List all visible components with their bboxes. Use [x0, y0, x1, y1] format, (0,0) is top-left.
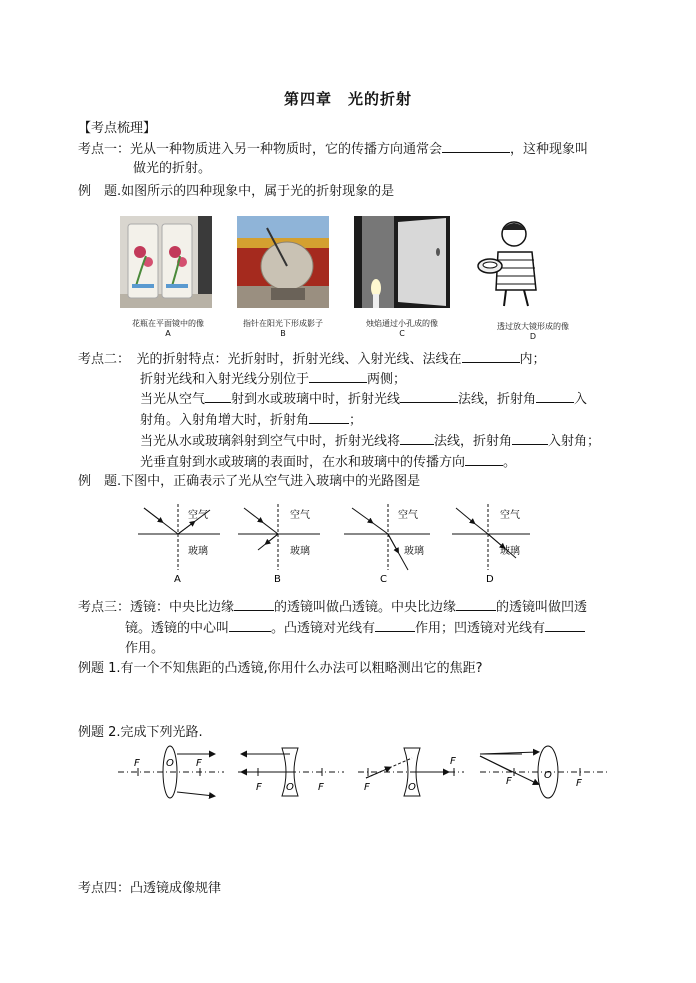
kd2-line3	[140, 390, 587, 409]
kd2-blank-8[interactable]	[512, 432, 548, 445]
kd2-line2	[140, 370, 406, 389]
kd2-text-2b: 两侧；	[367, 372, 407, 387]
kd3-blank-2[interactable]	[456, 598, 496, 611]
diagram-c-glass: 玻璃	[404, 546, 424, 557]
magnifier-picture	[476, 216, 548, 308]
lens-2-f-right: F	[318, 782, 324, 793]
image-d-caption: 透过放大镜形成的像	[497, 322, 569, 331]
image-c-letter: C	[399, 329, 405, 338]
image-d-letter: D	[529, 332, 537, 341]
kd2-text-3a: 当光从空气	[140, 392, 206, 407]
diagram-b-air: 空气	[290, 510, 310, 521]
lens-diagram-1[interactable]	[118, 746, 224, 798]
lens-4-f-left: F	[506, 776, 512, 787]
kd2-text-5c: 入射角；	[548, 434, 601, 449]
kd2-blank-5[interactable]	[536, 390, 574, 403]
kd4-text: 考点四：凸透镜成像规律	[78, 881, 222, 896]
kd1-blank[interactable]	[442, 140, 510, 153]
kd2-text-4a: 射角。入射角增大时，折射角	[140, 413, 310, 428]
image-b-letter: B	[280, 329, 286, 338]
diagram-b-glass: 玻璃	[290, 546, 310, 557]
kd2-blank-9[interactable]	[465, 453, 503, 466]
kd1-line2: 做光的折射。	[133, 161, 212, 176]
kd2-blank-4[interactable]	[400, 390, 458, 403]
kd2-text-1b: 内；	[519, 352, 546, 367]
kd3-text-1a: 考点三：透镜：中央比边缘	[78, 600, 235, 615]
lens-diagrams	[118, 744, 618, 806]
diagram-a[interactable]	[138, 504, 220, 585]
lens-3-o: O	[408, 782, 416, 793]
kd3-text-2c: 作用；凹透镜对光线有	[415, 621, 546, 636]
kd3-text-2b: 。凸透镜对光线有	[271, 621, 376, 636]
lens-3-f-left: F	[364, 782, 370, 793]
vase-picture	[120, 216, 212, 308]
vase-photo	[120, 216, 212, 308]
kd3-blank-5[interactable]	[545, 619, 585, 632]
kd3-text-1c: 的透镜叫做凹透	[496, 600, 588, 615]
page-title: 第四章 光的折射	[283, 90, 412, 108]
lens-1-f-right: F	[196, 758, 202, 769]
kd3-blank-4[interactable]	[375, 619, 415, 632]
diagram-b[interactable]	[238, 504, 320, 585]
diagram-d-glass: 玻璃	[500, 546, 520, 557]
kd1-text-a: 考点一：光从一种物质进入另一种物质时，它的传播方向通常会	[78, 142, 443, 157]
kd2-blank-2[interactable]	[309, 370, 367, 383]
light-path-diagrams	[130, 498, 530, 588]
diagram-b-letter: B	[274, 574, 281, 585]
diagram-d[interactable]	[452, 504, 530, 585]
kd2-line5	[140, 432, 600, 451]
sundial-photo	[237, 216, 329, 308]
kd3-blank-3[interactable]	[229, 619, 271, 632]
kd2-blank-3[interactable]	[205, 390, 231, 403]
lens-2-o: O	[286, 782, 294, 793]
diagram-a-glass: 玻璃	[188, 546, 208, 557]
image-b-caption: 指针在阳光下形成影子	[243, 319, 323, 328]
kd3-text-1b: 的透镜叫做凸透镜。中央比边缘	[274, 600, 457, 615]
diagram-a-letter: A	[174, 574, 181, 585]
lens-3-f-right: F	[450, 756, 456, 767]
pinhole-picture	[354, 216, 450, 308]
diagram-c-air: 空气	[398, 510, 418, 521]
kd2-text-1a: 考点二： 光的折射特点：光折射时，折射光线、入射光线、法线在	[78, 352, 462, 367]
kd2-line4	[140, 411, 362, 430]
kd3-line2	[125, 619, 585, 638]
kd2-text-2a: 折射光线和入射光线分别位于	[140, 372, 310, 387]
diagram-d-air: 空气	[500, 510, 520, 521]
lens-4-o: O	[544, 770, 552, 781]
lens-diagram-3[interactable]	[358, 748, 464, 796]
lens-diagram-2[interactable]	[238, 748, 344, 796]
kd2-text-3d: 入	[574, 392, 588, 407]
magnifier-drawing	[476, 216, 548, 308]
lens-2-f-left: F	[256, 782, 262, 793]
kd3-blank-1[interactable]	[234, 598, 274, 611]
kd2-blank-7[interactable]	[400, 432, 434, 445]
image-c-caption: 烛焰通过小孔成的像	[366, 319, 438, 328]
q2-text: 例题 2.完成下列光路.	[78, 725, 203, 740]
kd2-text-3b: 射到水或玻璃中时，折射光线	[231, 392, 401, 407]
kd3-line3: 作用。	[125, 641, 165, 656]
lens-4-f-right: F	[576, 778, 582, 789]
kd1-text-b: ，这种现象叫	[510, 142, 589, 157]
kd2-text-4b: ；	[349, 413, 363, 428]
kd2-text-5b: 法线，折射角	[434, 434, 513, 449]
diagram-d-letter: D	[486, 574, 494, 585]
q1-text: 例题 1.有一个不知焦距的凸透镜,你用什么办法可以粗略测出它的焦距?	[78, 661, 483, 676]
kd2-blank-1[interactable]	[462, 350, 520, 363]
kd2-line6	[140, 453, 516, 472]
diagram-c-letter: C	[380, 574, 387, 585]
kd3-line1	[78, 598, 587, 617]
kd2-text-3c: 法线，折射角	[458, 392, 537, 407]
lens-diagram-4[interactable]	[480, 746, 610, 798]
image-a-letter: A	[165, 329, 171, 338]
ex2-question: 例 题.下图中，正确表示了光从空气进入玻璃中的光路图是	[78, 474, 421, 489]
sundial-picture	[237, 216, 329, 308]
kd1-line1	[78, 140, 588, 159]
section-header: 【考点梳理】	[78, 121, 157, 136]
diagram-c[interactable]	[344, 504, 430, 585]
ex1-question: 例 题.如图所示的四种现象中，属于光的折射现象的是	[78, 184, 395, 199]
kd2-line1	[78, 350, 546, 369]
image-a-caption: 花瓶在平面镜中的像	[132, 319, 204, 328]
kd2-text-5a: 当光从水或玻璃斜射到空气中时，折射光线将	[140, 434, 401, 449]
kd2-blank-6[interactable]	[309, 411, 349, 424]
lens-1-f-left: F	[134, 758, 140, 769]
diagram-a-air: 空气	[188, 510, 208, 521]
kd2-text-6a: 光垂直射到水或玻璃的表面时，在水和玻璃中的传播方向	[140, 455, 466, 470]
kd3-text-2a: 镜。透镜的中心叫	[125, 621, 230, 636]
kd2-text-6b: 。	[503, 455, 517, 470]
pinhole-photo	[354, 216, 450, 308]
lens-1-o: O	[166, 758, 174, 769]
